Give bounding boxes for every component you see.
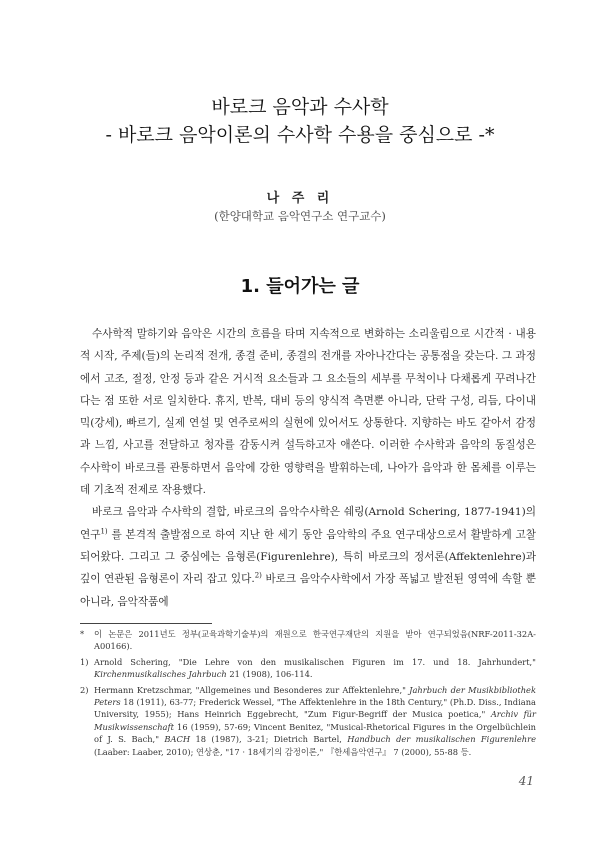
fn1-part-a: Arnold Schering, "Die Lehre von den musikalischen Figuren im 17. und 18. Jahrhundert," [94, 656, 536, 667]
paragraph-1: 수사학적 말하기와 음악은 시간의 흐름을 타며 지속적으로 변화하는 소리울림으로 시간적 · 내용적 시작, 주제(들)의 논리적 전개, 종결 준비, 종결의 전개를 자아나간다는 공통점을 갖는다. 그 과정에서 고조, 절정, 안정 등과 같은 거시적 요소들과 그 요소들의 세부를 무척이나 다채롭게 꾸려나간다는 점 또한 서로 일치한다. 휴지, 반복, 대비 등의 양식적 측면뿐 아니라, 단락 구성, 리듬, 다이내믹(강세), 빠르기, 실제 연설 및 연주로써의 실현에 있어서도 상통한다. 지향하는 바도 같아서 감정과 느낌, 사고를 전달하고 청자를 감동시켜 설득하고자 애쓴다. 이러한 수사학과 음악의 동질성은 수사학이 바로크를 관통하면서 음악에 강한 영향력을 발휘하는데, 나아가 음악과 한 몸체를 이루는데 기초적 전제로 작용했다. [80, 328, 536, 497]
fn1-part-b: 21 (1908), 106-114. [226, 669, 313, 680]
title-line-1: 바로크 음악과 수사학 [211, 96, 389, 118]
fn2-book: Handbuch der musikalischen Figurenlehre [347, 734, 536, 745]
fn2-part-b: 18 (1911), 63-77; Frederick Wessel, "The Affektenlehre in the 18th Century," (Ph.D. Diss., Indiana University, 1955); Hans Heinrich Eggebrecht, "Zum Figur-Begriff der Musica poetica," [94, 697, 536, 720]
footnote-ref-1[interactable]: 1) [100, 527, 108, 536]
footnotes [80, 628, 536, 761]
footnote-ref-2[interactable]: 2) [254, 571, 262, 580]
title-line-2: - 바로크 음악이론의 수사학 수용을 중심으로 -* [105, 124, 495, 146]
fn2-part-c: 16 (1959), 57-69; Vincent Benitez, "Musical-Rhetorical Figures in the Orgelbüchlein of J. S. Bach," [94, 721, 536, 745]
fn2-journal-a: Jahrbuch der Musikbibliothek Peters [94, 684, 536, 708]
footnote-1-mark: 1) [80, 656, 89, 667]
fn2-journal-b: Archiv für Musikwissenschaft [94, 709, 536, 732]
page-number: 41 [518, 774, 534, 788]
footnote-1-text [94, 656, 536, 681]
author-name: 나 주 리 [266, 191, 334, 206]
paragraph-2-text: 바로크 음악과 수사학의 결합, 바로크의 음악수사학은 쉐링(Arnold Schering, 1877-1941)의 연구 [80, 506, 536, 541]
paragraph-2-text-c: 바로크 음악수사학에서 가장 폭넓고 발전된 영역에 속할 뿐 아니라, 음악작품에 [80, 573, 536, 608]
footnote-1 [80, 656, 536, 681]
section-heading: 1. 들어가는 글 [240, 276, 360, 297]
fn2-journal-c: BACH [164, 734, 191, 745]
author-affiliation: (한양대학교 음악연구소 연구교수) [214, 209, 386, 223]
footnote-2 [80, 684, 536, 758]
footnote-star-text: 이 논문은 2011년도 정부(교육과학기술부)의 재원으로 한국연구재단의 지원을 받아 연구되었음(NRF-2011-32A-A00166). [94, 629, 536, 652]
footnote-star [80, 628, 536, 653]
footnote-star-mark: * [80, 629, 85, 639]
paragraph-2 [80, 501, 536, 612]
fn2-part-a: Hermann Kretzschmar, "Allgemeines und Besonderes zur Affektenlehre," [94, 684, 410, 695]
fn2-part-d: 18 (1987), 3-21; Dietrich Bartel, [190, 734, 348, 745]
footnote-2-mark: 2) [80, 684, 89, 695]
body-text [80, 323, 536, 613]
fn1-journal: Kirchenmusikalisches Jahrbuch [94, 669, 227, 680]
footnote-divider [80, 623, 212, 624]
paragraph-2-text-b: 를 본격적 출발점으로 하여 지난 한 세기 동안 음악학의 주요 연구대상으로서 활발하게 고찰되어왔다. 그리고 그 중심에는 음형론(Figurenlehre), 특히 바로크의 정서론(Affektenlehre)과 깊이 연관된 음형론이 자리 잡고 있다. [80, 528, 536, 586]
fn2-part-e: (Laaber: Laaber, 2010); 연상춘, "17 · 18세기의 감정이론," 『한세음악연구』 7 (2000), 55-88 등. [94, 746, 472, 757]
footnote-2-text [94, 684, 536, 758]
